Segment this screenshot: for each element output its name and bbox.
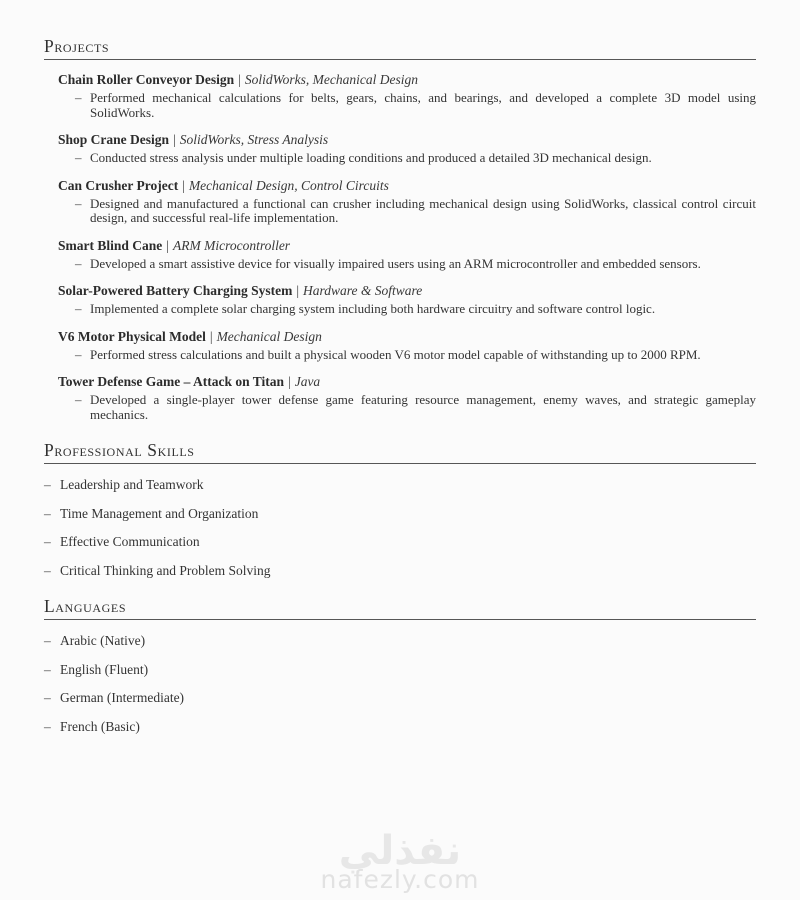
project-technologies: SolidWorks, Stress Analysis bbox=[179, 132, 329, 148]
project-header bbox=[58, 374, 756, 390]
section-projects bbox=[44, 36, 756, 422]
section-divider bbox=[44, 619, 756, 620]
language-item bbox=[44, 634, 756, 649]
project-separator: | bbox=[209, 328, 213, 344]
bullet-text: Implemented a complete solar charging system including both hardware circuitry and software control logic. bbox=[90, 301, 656, 317]
project-entry bbox=[58, 283, 756, 317]
language-item bbox=[44, 720, 756, 735]
language-label: Arabic (Native) bbox=[60, 633, 146, 649]
bullet-text: Designed and manufactured a functional can crusher including mechanical design using SolidWorks, classical control circuit design, and successful real-life implementation. bbox=[90, 195, 756, 226]
project-technologies: Mechanical Design bbox=[216, 328, 322, 344]
skill-label: Effective Communication bbox=[60, 534, 200, 550]
bullet-dash: – bbox=[75, 392, 82, 408]
project-bullet bbox=[75, 91, 756, 120]
project-technologies: Java bbox=[294, 374, 321, 390]
item-dash: – bbox=[44, 505, 51, 521]
project-bullet bbox=[75, 151, 756, 166]
nafezly-arabic-logo: نفذلي bbox=[338, 828, 462, 874]
watermark bbox=[0, 828, 800, 894]
skill-item bbox=[44, 535, 756, 550]
project-bullet bbox=[75, 302, 756, 317]
project-name: Chain Roller Conveyor Design bbox=[58, 72, 235, 88]
item-dash: – bbox=[44, 477, 51, 493]
item-dash: – bbox=[44, 661, 51, 677]
skills-list bbox=[44, 478, 756, 578]
languages-section-title: Languages bbox=[44, 596, 127, 617]
section-languages bbox=[44, 596, 756, 734]
nafezly-site-label: nafezly.com bbox=[320, 865, 480, 894]
bullet-dash: – bbox=[75, 150, 82, 166]
project-header bbox=[58, 72, 756, 88]
project-separator: | bbox=[296, 283, 300, 299]
item-dash: – bbox=[44, 562, 51, 578]
project-technologies: Mechanical Design, Control Circuits bbox=[188, 177, 389, 193]
skill-label: Critical Thinking and Problem Solving bbox=[60, 562, 271, 578]
project-header bbox=[58, 329, 756, 345]
bullet-dash: – bbox=[75, 255, 82, 271]
project-entry bbox=[58, 178, 756, 226]
skill-label: Time Management and Organization bbox=[60, 505, 259, 521]
bullet-text: Performed stress calculations and built a physical wooden V6 motor model capable of withstanding up to 2000 RPM. bbox=[90, 346, 701, 362]
project-technologies: Hardware & Software bbox=[303, 283, 423, 299]
project-separator: | bbox=[182, 177, 185, 193]
language-item bbox=[44, 691, 756, 706]
project-separator: | bbox=[288, 374, 291, 390]
project-name: V6 Motor Physical Model bbox=[58, 328, 206, 344]
bullet-text: Developed a single-player tower defense game featuring resource management, enemy waves, and strategic gameplay mechanics. bbox=[90, 392, 756, 422]
bullet-text: Developed a smart assistive device for visually impaired users using an ARM microcontroller and embedded sensors. bbox=[90, 255, 701, 271]
project-technologies: SolidWorks, Mechanical Design bbox=[244, 72, 418, 88]
project-entry bbox=[58, 374, 756, 422]
language-label: German (Intermediate) bbox=[60, 690, 185, 706]
languages-list bbox=[44, 634, 756, 734]
skill-item bbox=[44, 478, 756, 493]
project-separator: | bbox=[238, 72, 241, 88]
project-name: Smart Blind Cane bbox=[58, 237, 163, 253]
language-label: English (Fluent) bbox=[60, 661, 149, 677]
project-bullet bbox=[75, 257, 756, 272]
project-name: Tower Defense Game – Attack on Titan bbox=[58, 374, 284, 390]
item-dash: – bbox=[44, 534, 51, 550]
project-entry bbox=[58, 72, 756, 120]
skill-item bbox=[44, 507, 756, 522]
project-separator: | bbox=[166, 237, 169, 253]
project-bullet bbox=[75, 393, 756, 422]
bullet-text: Performed mechanical calculations for belts, gears, chains, and bearings, and developed a complete 3D model using SolidWorks. bbox=[90, 90, 756, 120]
section-divider bbox=[44, 463, 756, 464]
project-entry bbox=[58, 238, 756, 272]
project-header bbox=[58, 283, 756, 299]
bullet-text: Conducted stress analysis under multiple loading conditions and produced a detailed 3D mechanical design. bbox=[90, 150, 652, 166]
project-bullet bbox=[75, 348, 756, 363]
bullet-dash: – bbox=[75, 346, 82, 362]
skill-label: Leadership and Teamwork bbox=[60, 477, 204, 493]
project-header bbox=[58, 238, 756, 254]
bullet-dash: – bbox=[75, 301, 82, 317]
project-technologies: ARM Microcontroller bbox=[172, 237, 291, 253]
project-name: Solar-Powered Battery Charging System bbox=[58, 283, 293, 299]
project-entry bbox=[58, 329, 756, 363]
bullet-dash: – bbox=[75, 195, 82, 211]
language-label: French (Basic) bbox=[60, 718, 140, 734]
project-header bbox=[58, 178, 756, 194]
bullet-dash: – bbox=[75, 90, 82, 106]
language-item bbox=[44, 663, 756, 678]
projects-section-title: Projects bbox=[44, 36, 110, 56]
item-dash: – bbox=[44, 690, 51, 706]
project-header bbox=[58, 132, 756, 148]
item-dash: – bbox=[44, 633, 51, 649]
skills-section-title: Professional Skills bbox=[44, 440, 195, 461]
section-professional-skills bbox=[44, 440, 756, 578]
project-name: Shop Crane Design bbox=[58, 132, 170, 148]
skill-item bbox=[44, 564, 756, 579]
project-bullet bbox=[75, 197, 756, 226]
item-dash: – bbox=[44, 718, 51, 734]
section-divider bbox=[44, 59, 756, 60]
project-entry bbox=[58, 132, 756, 166]
project-separator: | bbox=[173, 132, 176, 148]
project-name: Can Crusher Project bbox=[58, 177, 179, 193]
